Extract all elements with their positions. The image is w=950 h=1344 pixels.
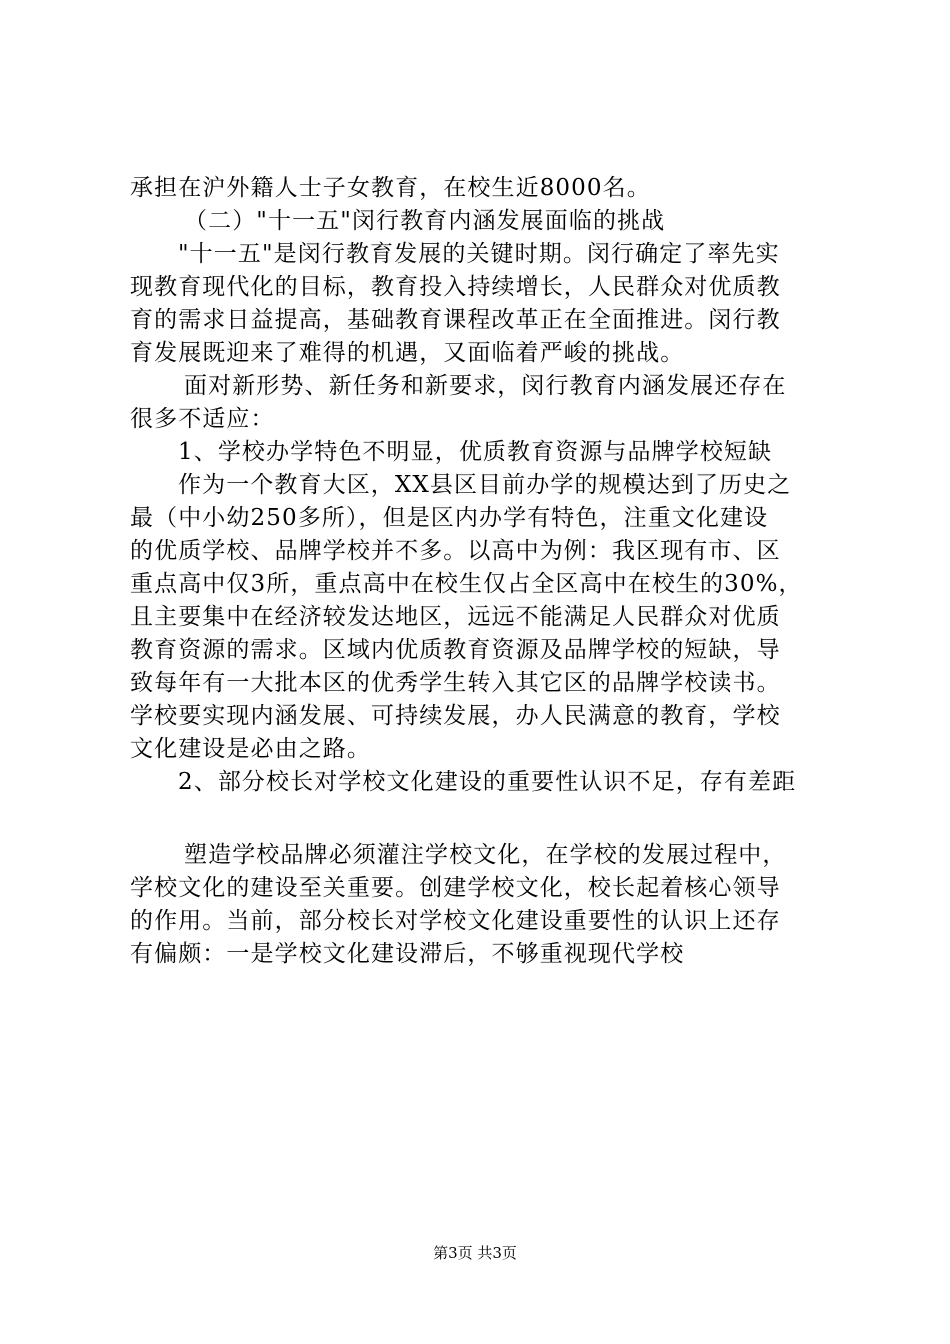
page-footer: 第3页 共3页 [433, 1244, 517, 1262]
text-line: 重点高中仅3所，重点高中在校生仅占全区高中在校生的30%， [130, 571, 803, 597]
text-line: 承担在沪外籍人士子女教育，在校生近8000名。 [130, 175, 651, 201]
text-line: 最（中小幼250多所），但是区内办学有特色，注重文化建设 [130, 505, 769, 531]
text-line: 且主要集中在经济较发达地区，远远不能满足人民群众对优质 [130, 604, 781, 630]
paragraph-first-line: 作为一个教育大区，XX县区目前办学的规模达到了历史之 [178, 472, 792, 498]
subsection-heading: 1、学校办学特色不明显，优质教育资源与品牌学校短缺 [178, 439, 773, 465]
text-line: 很多不适应： [130, 406, 275, 432]
text-line: 有偏颇：一是学校文化建设滞后，不够重视现代学校 [130, 941, 685, 967]
text-line: 育发展既迎来了难得的机遇，又面临着严峻的挑战。 [130, 340, 685, 366]
text-line: 学校文化的建设至关重要。创建学校文化，校长起着核心领导 [130, 875, 781, 901]
text-line: 教育资源的需求。区域内优质教育资源及品牌学校的短缺，导 [130, 637, 781, 663]
section-heading: （二）"十一五"闵行教育内涵发展面临的挑战 [184, 208, 666, 234]
paragraph-first-line: "十一五"是闵行教育发展的关键时期。闵行确定了率先实 [178, 241, 780, 267]
text-line: 的作用。当前，部分校长对学校文化建设重要性的认识上还存 [130, 908, 781, 934]
text-line: 致每年有一大批本区的优秀学生转入其它区的品牌学校读书。 [130, 670, 781, 696]
text-line: 文化建设是必由之路。 [130, 736, 371, 762]
subsection-heading: 2、部分校长对学校文化建设的重要性认识不足，存有差距 [178, 769, 797, 795]
paragraph-first-line: 面对新形势、新任务和新要求，闵行教育内涵发展还存在 [184, 373, 787, 399]
document-body [130, 172, 830, 971]
text-line: 学校要实现内涵发展、可持续发展，办人民满意的教育，学校 [130, 703, 781, 729]
text-line: 育的需求日益提高，基础教育课程改革正在全面推进。闵行教 [130, 307, 781, 333]
paragraph-first-line: 塑造学校品牌必须灌注学校文化，在学校的发展过程中， [184, 842, 787, 868]
text-line: 现教育现代化的目标，教育投入持续增长，人民群众对优质教 [130, 274, 781, 300]
text-line: 的优质学校、品牌学校并不多。以高中为例：我区现有市、区 [130, 538, 781, 564]
paragraph-gap [130, 799, 830, 839]
